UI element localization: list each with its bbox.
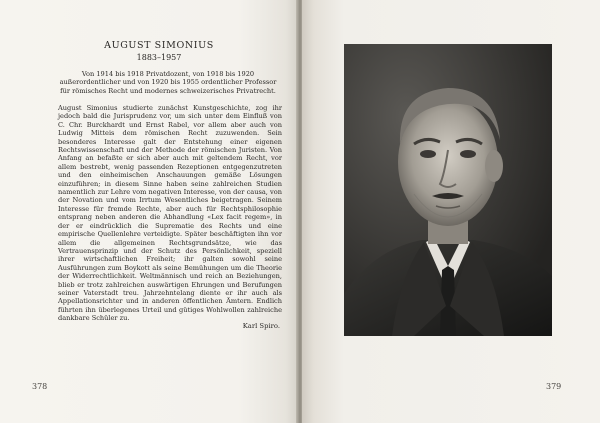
right-page: [302, 0, 600, 423]
biography-paragraph: August Simonius studierte zunächst Kunstgeschichte, zog ihr jedoch bald die Jurisprudenz vor, um sich unter dem Einfluß von C. Chr. Burckhardt und Ernst Rabel, vor allem aber auch von Ludwig Mitteis dem römischen Recht zuzuwenden. Sein besonderes Interesse galt der Entstehung einer eigenen Rechtswissenschaft und der Methode der römischen Juristen. Von Anfang an befaßte er sich aber auch mit geltendem Recht, vor allem bestrebt, wenig passenden Rezeptionen entgegenzutreten und den einheimischen Anschauungen gemäße Lösungen einzuführen; in diesem Sinne haben seine zahlreichen Studien namentlich zur Lehre vom negativen Interesse, von der causa, von der Novation und vom Irrtum Wesentliches beigetragen. Seinem Interesse für fremde Rechte, aber auch für Rechtsphilosophie entsprang neben anderen die Abhandlung «Lex facit regem», in der er eindrücklich die Suprematie des Rechts und eine empirische Quellenlehre verteidigte. Später beschäftigten ihn vor allem die allgemeinen Rechtsgrundsätze, wie das Vertrauensprinzip und der Schutz des Persönlichkeit, speziell ihrer wirtschaftlichen Freiheit; ihr galten sowohl seine Ausführungen zum Boykott als seine Bemühungen um die Theorie der Widerrechtlichkeit. Weltmännisch und reich an Beziehungen, blieb er trotz zahlreichen auswärtigen Ehrungen und Berufungen seiner Vaterstadt treu. Jahrzehntelang diente er ihr auch als Appellationsrichter und in anderen öffentlichen Ämtern. Endlich führten ihn überlegenes Urteil und gütiges Wohlwollen zahlreiche dankbare Schüler zu.: [58, 104, 282, 323]
page-number-right: 379: [546, 382, 562, 391]
portrait-photo: [344, 44, 552, 336]
portrait-illustration: [344, 44, 552, 336]
left-page: [0, 0, 298, 423]
life-dates: 1883–1957: [136, 53, 182, 62]
person-name: AUGUST SIMONIUS: [104, 40, 214, 51]
career-summary: Von 1914 bis 1918 Privatdozent, von 1918 bis 1920 außerordentlicher und von 1920 bis 1955 ordentlicher Professor für römisches Recht und modernes schweizerisches Privatrecht.: [59, 70, 277, 95]
page-number-left: 378: [32, 382, 48, 391]
author-signature: Karl Spiro.: [242, 322, 280, 330]
biography-text: [58, 104, 282, 323]
